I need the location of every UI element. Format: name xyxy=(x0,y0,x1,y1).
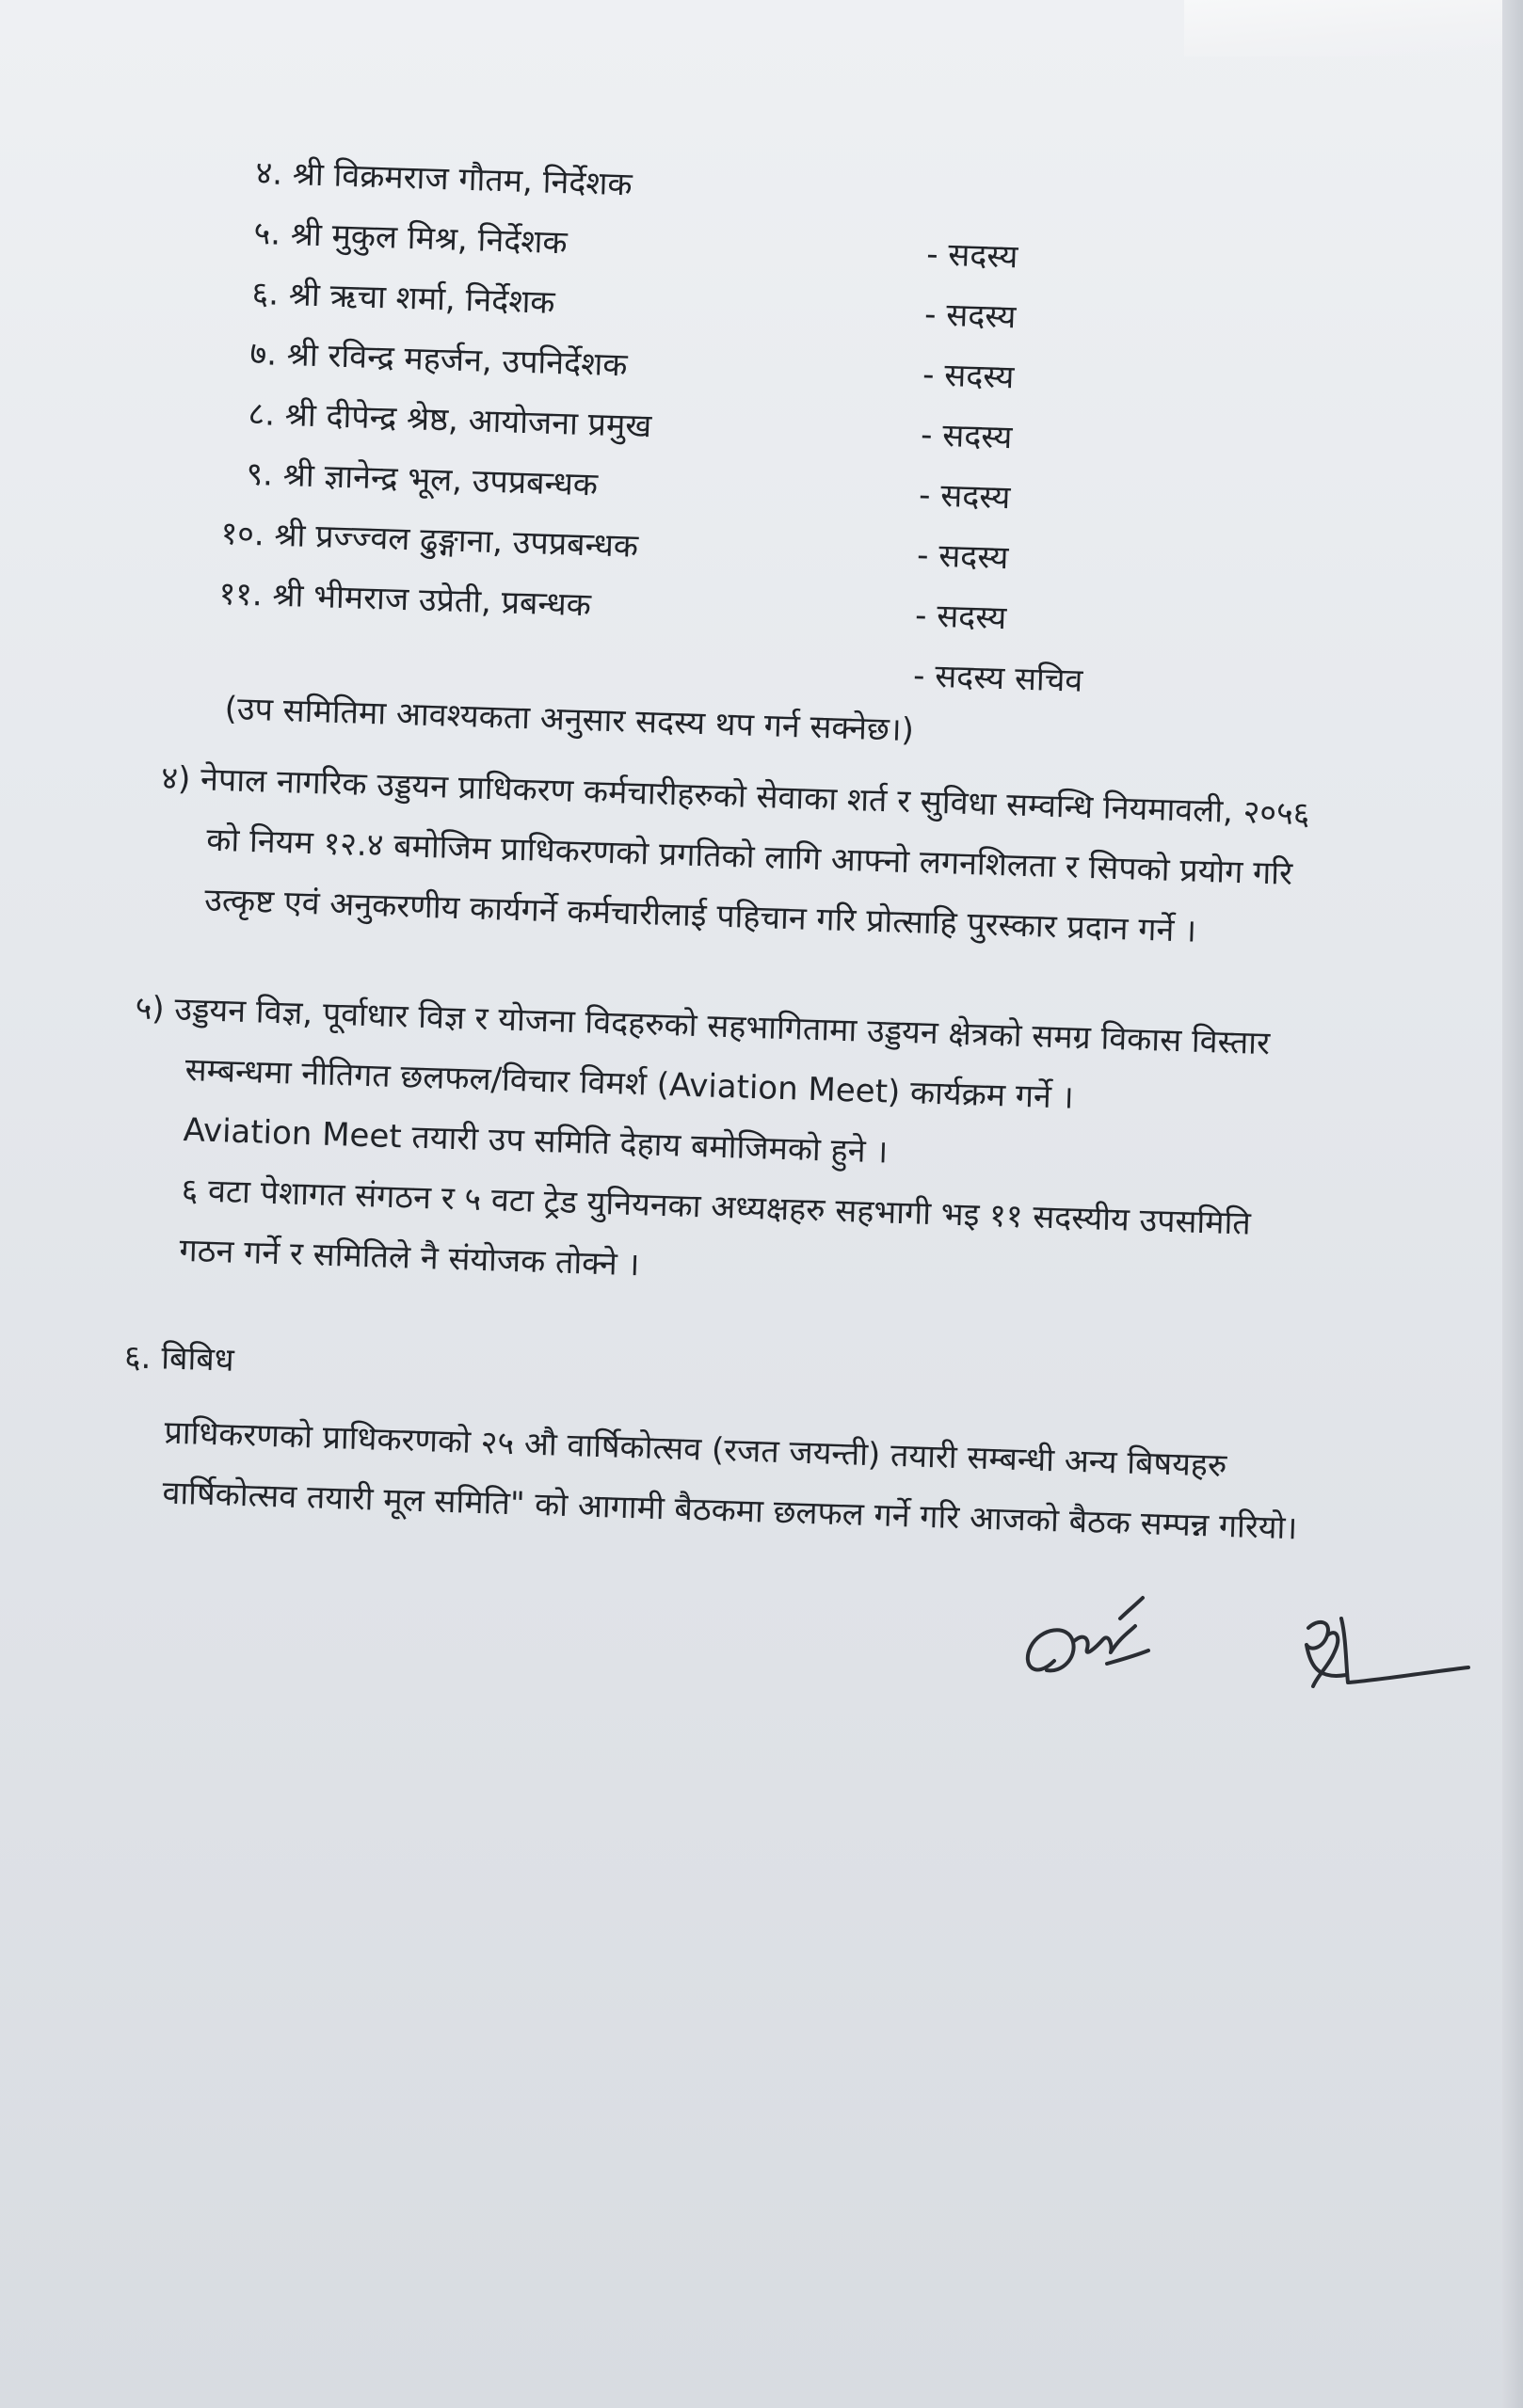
member-name: ८. श्री दीपेन्द्र श्रेष्ठ, आयोजना प्रमुख xyxy=(247,394,652,446)
item-5-line: सम्बन्धमा नीतिगत छलफल/विचार विमर्श (Aviation Meet) कार्यक्रम गर्ने । xyxy=(184,1051,1075,1117)
member-role: - सदस्य xyxy=(923,295,1017,337)
member-role: - सदस्य सचिव xyxy=(912,657,1083,700)
signature-2 xyxy=(1290,1600,1478,1703)
member-name: ११. श्री भीमराज उप्रेती, प्रबन्धक xyxy=(217,574,592,625)
item-6-heading: ६. बिबिध xyxy=(123,1338,235,1379)
item-4-line: को नियम १२.४ बमोजिम प्राधिकरणको प्रगतिको लागि आफ्नो लगनशिलता र सिपको प्रयोग गरि xyxy=(205,821,1293,893)
item-5-line: ६ वटा पेशागत संगठन र ५ वटा ट्रेड युनियनका अध्यक्षहरु सहभागी भइ ११ सदस्यीय उपसमिति xyxy=(181,1171,1252,1243)
item-6-paragraph xyxy=(162,1403,1301,1559)
member-name: ४. श्री विक्रमराज गौतम, निर्देशक xyxy=(255,153,633,204)
signature-1 xyxy=(1017,1590,1224,1703)
item-6-line: वार्षिकोत्सव तयारी मूल समिति" को आगामी बैठकमा छलफल गर्ने गरि आजको बैठक सम्पन्न गरियो। xyxy=(161,1474,1298,1548)
item-5-line: Aviation Meet तयारी उप समिति देहाय बमोजिमको हुने । xyxy=(183,1110,889,1172)
member-role: - सदस्य xyxy=(918,476,1011,518)
item-5-line: ५) उड्डयन विज्ञ, पूर्वाधार विज्ञ र योजना विदहरुको सहभागितामा उड्डयन क्षेत्रको समग्र विकास विस्तार xyxy=(135,989,1271,1063)
member-name: ६. श्री ऋचा शर्मा, निर्देशक xyxy=(251,274,556,322)
member-name: ५. श्री मुकुल मिश्र, निर्देशक xyxy=(253,214,569,263)
item-5-line: गठन गर्ने र समितिले नै संयोजक तोक्ने । xyxy=(179,1231,641,1284)
member-role: - सदस्य xyxy=(925,235,1018,277)
item-6-line: प्राधिकरणको प्राधिकरणको २५ औ वार्षिकोत्सव (रजत जयन्ती) तयारी सम्बन्धी अन्य बिषयहरु xyxy=(163,1413,1227,1485)
member-role: - सदस्य xyxy=(922,356,1015,397)
member-role: - सदस्य xyxy=(916,536,1009,578)
member-name: १०. श्री प्रज्ज्वल ढुङ्गाना, उपप्रबन्धक xyxy=(219,514,639,566)
subcommittee-note: (उप समितिमा आवश्यकता अनुसार सदस्य थप गर्न सक्नेछ।) xyxy=(224,690,915,750)
item-4-line: ४) नेपाल नागरिक उड्डयन प्राधिकरण कर्मचारीहरुको सेवाका शर्त र सुविधा सम्वन्धि नियमावली, २०५६ xyxy=(160,759,1311,834)
member-name: ९. श्री ज्ञानेन्द्र भूल, उपप्रबन्धक xyxy=(245,454,599,504)
item-4-paragraph xyxy=(156,748,1310,965)
item-5-paragraph xyxy=(127,978,1271,1315)
member-name: ७. श्री रविन्द्र महर्जन, उपनिर्देशक xyxy=(248,334,629,385)
member-role: - सदस्य xyxy=(914,597,1007,638)
item-4-line: उत्कृष्ट एवं अनुकरणीय कार्यगर्ने कर्मचारीलाई पहिचान गरि प्रोत्साहि पुरस्कार प्रदान गर्ने । xyxy=(203,881,1197,950)
member-role: - सदस्य xyxy=(920,416,1013,457)
